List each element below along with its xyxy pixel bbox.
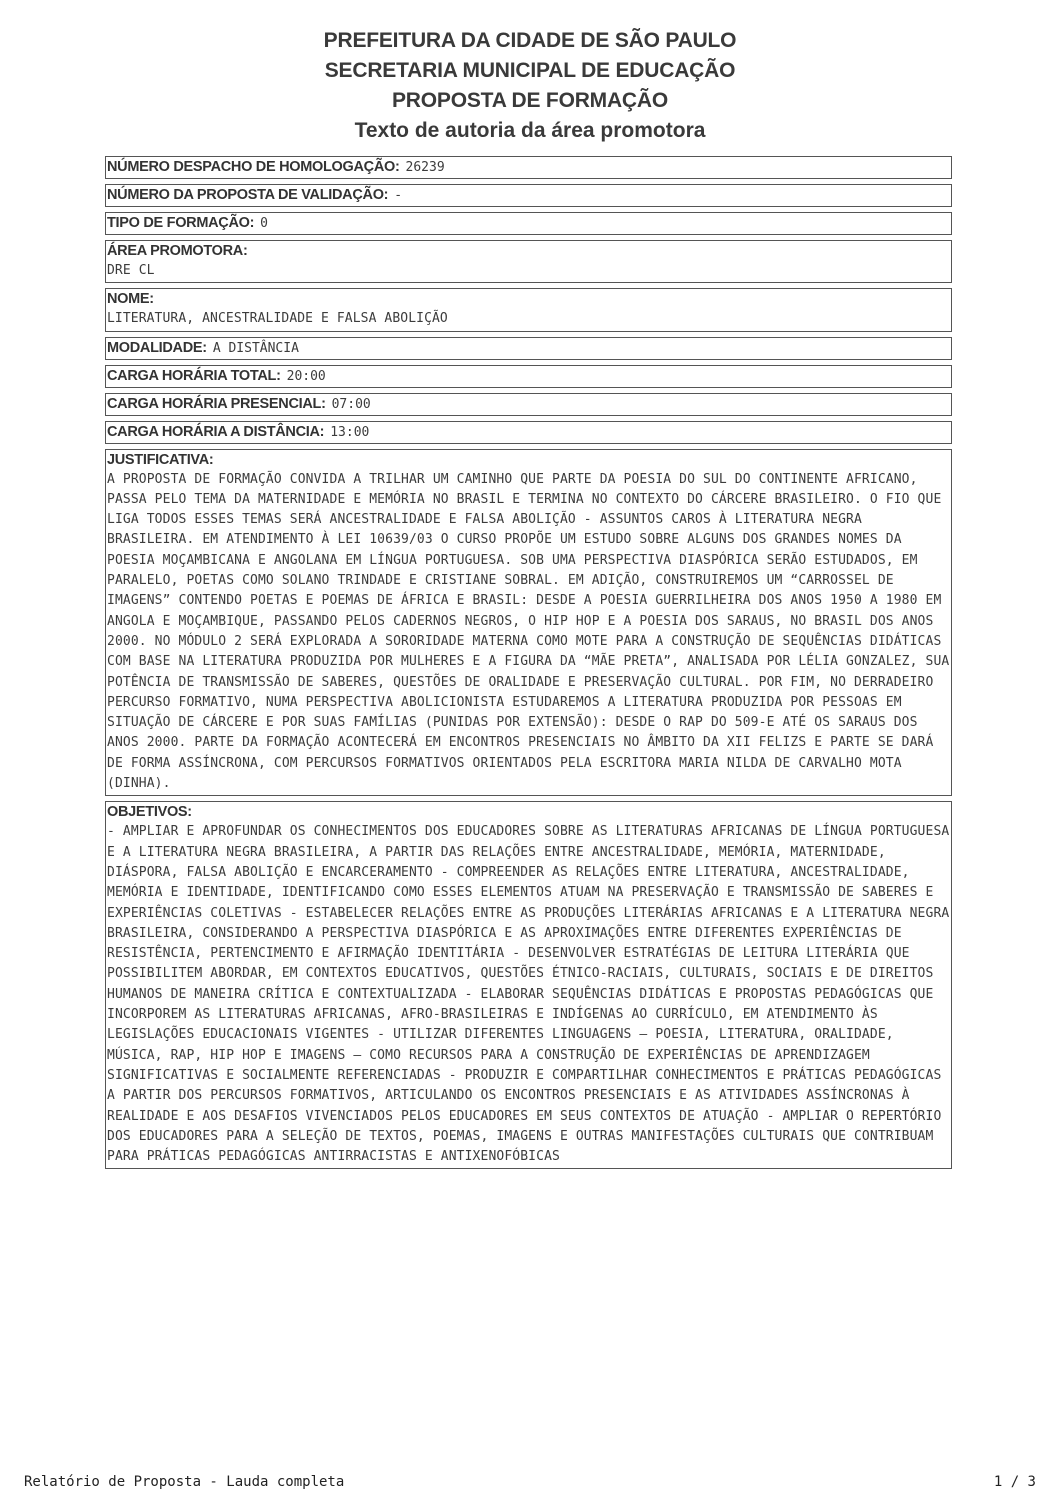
document-header: [0, 26, 1060, 146]
header-secretaria: SECRETARIA MUNICIPAL DE EDUCAÇÃO: [324, 59, 736, 82]
field-label: OBJETIVOS:: [107, 804, 192, 821]
field-label: MODALIDADE:: [107, 339, 207, 356]
field-value: A DISTÂNCIA: [212, 340, 299, 356]
field-value: 20:00: [286, 368, 326, 384]
field-modalidade: [105, 337, 952, 360]
field-value: A PROPOSTA DE FORMAÇÃO CONVIDA A TRILHAR UM CAMINHO QUE PARTE DA POESIA DO SUL DO CONTINENTE AFRICANO, PASSA PELO TEMA DA MATERNIDADE E MEMÓRIA NO BRASIL E TERMINA NO CONTEXTO DO CÁRCERE BRASILEIRO. O FIO QUE LIGA TODOS ESSES TEMAS SERÁ ANCESTRALIDADE E FALSA ABOLIÇÃO - ASSUNTOS CAROS À LITERATURA NEGRA BRASILEIRA. EM ATENDIMENTO À LEI 10639/03 O CURSO PROPÕE UM ESTUDO SOBRE ALGUNS DOS GRANDES NOMES DA POESIA MOÇAMBICANA E ANGOLANA EM LÍNGUA PORTUGUESA. SOB UMA PERSPECTIVA DIASPÓRICA SERÃO ESTUDADOS, EM PARALELO, POETAS COMO SOLANO TRINDADE E CRISTIANE SOBRAL. EM ADIÇÃO, CONSTRUIREMOS UM “CARROSSEL DE IMAGENS” CONTENDO POETAS E POEMAS DE ÁFRICA E BRASIL: DESDE A POESIA GUERRILHEIRA DOS ANOS 1950 A 1980 EM ANGOLA E MOÇAMBIQUE, PASSANDO PELOS CADERNOS NEGROS, O HIP HOP E A POESIA DOS SARAUS, NO BRASIL DOS ANOS 2000. NO MÓDULO 2 SERÁ EXPLORADA A SORORIDADE MATERNA COMO MOTE PARA A CONSTRUÇÃO DE SEQUÊNCIAS DIDÁTICAS COM BASE NA LITERATURA PRODUZIDA POR MULHERES E A FIGURA DA “MÃE PRETA”, ANALISADA POR LÉLIA GONZALEZ, SUA POTÊNCIA DE TRANSMISSÃO DE SABERES, QUESTÕES DE ORALIDADE E PRESERVAÇÃO CULTURAL. POR FIM, NO DERRADEIRO PERCURSO FORMATIVO, NUMA PERSPECTIVA ABOLICIONISTA ESTUDAREMOS A LITERATURA PRODUZIDA POR PESSOAS EM SITUAÇÃO DE CÁRCERE E POR SUAS FAMÍLIAS (PUNIDAS POR EXTENSÃO): DESDE O RAP DO 509-E ATÉ OS SARAUS DOS ANOS 2000. PARTE DA FORMAÇÃO ACONTECERÁ EM ENCONTROS PRESENCIAIS NO ÂMBITO DA XII FELIZS E PARTE SE DARÁ DE FORMA ASSÍNCRONA, COM PERCURSOS FORMATIVOS ORIENTADOS PELA ESCRITORA MARIA NILDA DE CARVALHO MOTA (DINHA).: [107, 471, 950, 792]
field-despacho: [105, 156, 952, 179]
field-value: 07:00: [331, 396, 371, 412]
field-value: -: [394, 188, 403, 203]
field-area-promotora: [105, 240, 952, 283]
field-nome: [105, 288, 952, 331]
field-carga-distancia: [105, 421, 952, 444]
page-footer: [24, 1474, 1036, 1490]
field-justificativa: [105, 449, 952, 797]
field-label: CARGA HORÁRIA TOTAL:: [107, 367, 281, 384]
footer-report-title: Relatório de Proposta - Lauda completa: [24, 1474, 345, 1490]
field-value: - AMPLIAR E APROFUNDAR OS CONHECIMENTOS DOS EDUCADORES SOBRE AS LITERATURAS AFRICANAS DE LÍNGUA PORTUGUESA E A LITERATURA NEGRA BRASILEIRA, A PARTIR DAS RELAÇÕES ENTRE ANCESTRALIDADE, MEMÓRIA, MATERNIDADE, DIÁSPORA, FALSA ABOLIÇÃO E ENCARCERAMENTO - COMPREENDER AS RELAÇÕES ENTRE LITERATURA, ANCESTRALIDADE, MEMÓRIA E IDENTIDADE, IDENTIFICANDO COMO ESSES ELEMENTOS ATUAM NA PRESERVAÇÃO E TRANSMISSÃO DE SABERES E EXPERIÊNCIAS COLETIVAS - ESTABELECER RELAÇÕES ENTRE AS PRODUÇÕES LITERÁRIAS AFRICANAS E A LITERATURA NEGRA BRASILEIRA, CONSIDERANDO A PERSPECTIVA DIASPÓRICA E AS APROXIMAÇÕES ENTRE DIFERENTES EXPERIÊNCIAS DE RESISTÊNCIA, PERTENCIMENTO E AFIRMAÇÃO IDENTITÁRIA - DESENVOLVER ESTRATÉGIAS DE LEITURA LITERÁRIA QUE POSSIBILITEM ABORDAR, EM CONTEXTOS EDUCATIVOS, QUESTÕES ÉTNICO-RACIAIS, CULTURAIS, SOCIAIS E DE DIREITOS HUMANOS DE MANEIRA CRÍTICA E CONTEXTUALIZADA - ELABORAR SEQUÊNCIAS DIDÁTICAS E PROPOSTAS PEDAGÓGICAS QUE INCORPOREM AS LITERATURAS AFRICANAS, AFRO-BRASILEIRAS E INDÍGENAS AO CURRÍCULO, EM ATENDIMENTO ÀS LEGISLAÇÕES EDUCACIONAIS VIGENTES - UTILIZAR DIFERENTES LINGUAGENS — POESIA, LITERATURA, ORALIDADE, MÚSICA, RAP, HIP HOP E IMAGENS — COMO RECURSOS PARA A CONSTRUÇÃO DE EXPERIÊNCIAS DE APRENDIZAGEM SIGNIFICATIVAS E SOCIALMENTE REFERENCIADAS - PRODUZIR E COMPARTILHAR CONHECIMENTOS E PRÁTICAS PEDAGÓGICAS A PARTIR DOS PERCURSOS FORMATIVOS, ARTICULANDO OS ENCONTROS PRESENCIAIS E AS ATIVIDADES ASSÍNCRONAS À REALIDADE E AOS DESAFIOS VIVENCIADOS PELOS EDUCADORES EM SEUS CONTEXTOS DE ATUAÇÃO - AMPLIAR O REPERTÓRIO DOS EDUCADORES PARA A SELEÇÃO DE TEXTOS, POEMAS, IMAGENS E OUTRAS MANIFESTAÇÕES CULTURAIS QUE CONTRIBUAM PARA PRÁTICAS PEDAGÓGICAS ANTIRRACISTAS E ANTIXENOFÓBICAS: [107, 824, 950, 1165]
field-label: TIPO DE FORMAÇÃO:: [107, 215, 255, 231]
field-label: NÚMERO DA PROPOSTA DE VALIDAÇÃO:: [107, 187, 389, 203]
field-label: CARGA HORÁRIA PRESENCIAL:: [107, 395, 326, 412]
field-carga-presencial: [105, 393, 952, 416]
header-prefeitura: PREFEITURA DA CIDADE DE SÃO PAULO: [323, 29, 737, 52]
proposal-fields: [105, 156, 952, 1174]
header-proposta: PROPOSTA DE FORMAÇÃO: [391, 89, 668, 112]
field-value: 13:00: [330, 424, 370, 440]
field-label: NÚMERO DESPACHO DE HOMOLOGAÇÃO:: [107, 159, 400, 175]
field-value: LITERATURA, ANCESTRALIDADE E FALSA ABOLIÇÃO: [107, 311, 448, 327]
page-number: 1 / 3: [993, 1474, 1036, 1490]
field-tipo: [105, 212, 952, 235]
field-label: NOME:: [107, 291, 154, 308]
field-validacao: [105, 184, 952, 207]
field-value: 0: [260, 216, 268, 231]
field-value: 26239: [405, 160, 445, 175]
field-label: JUSTIFICATIVA:: [107, 451, 214, 468]
header-subtitle: Texto de autoria da área promotora: [354, 119, 706, 142]
field-label: ÁREA PROMOTORA:: [107, 243, 248, 259]
field-value: DRE CL: [107, 263, 155, 278]
field-label: CARGA HORÁRIA A DISTÂNCIA:: [107, 423, 325, 440]
field-objetivos: [105, 801, 952, 1169]
field-carga-total: [105, 365, 952, 388]
